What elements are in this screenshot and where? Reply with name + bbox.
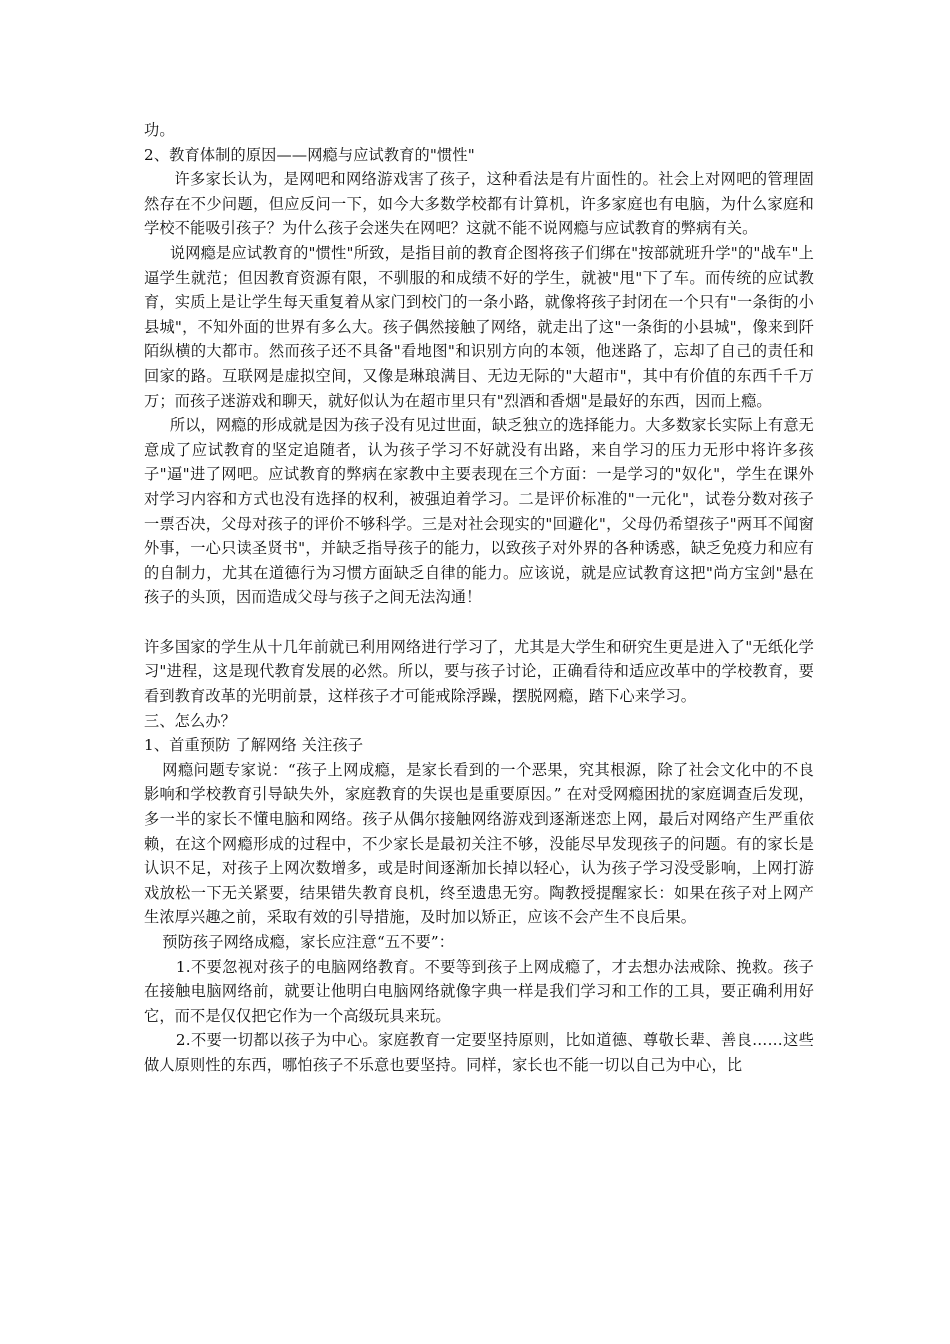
section2-heading: 2、教育体制的原因——网瘾与应试教育的"惯性" <box>144 145 475 164</box>
list-item-1: 1.不要忽视对孩子的电脑网络教育。不要等到孩子上网成瘾了，才去想办法戒除、挽救。孩子在接触电脑网络前，就要让他明白电脑网络就像字典一样是我们学习和工作的工具，要正确利用好它，而不是仅仅把它作为一个高级玩具来玩。 <box>144 957 814 1025</box>
section3-heading: 三、怎么办？ <box>144 711 237 730</box>
paragraph-d: 许多国家的学生从十几年前就已利用网络进行学习了，尤其是大学生和研究生更是进入了"无纸化学习"进程，这是现代教育发展的必然。所以，要与孩子讨论，正确看待和适应改革中的学校教育，要看到教育改革的光明前景，这样孩子才可能戒除浮躁，摆脱网瘾，踏下心来学习。 <box>144 637 814 706</box>
paragraph-e: 网瘾问题专家说：“孩子上网成瘾，是家长看到的一个恶果，究其根源，除了社会文化中的不良影响和学校教育引导缺失外，家庭教育的失误也是重要原因。” 在对受网瘾困扰的家庭调查后发现，多一半的家长不懂电脑和网络。孩子从偶尔接触网络游戏到逐渐迷恋上网，最后对网络产生严重依赖，在这个网瘾形成的过程中，不少家长是最初关注不够，没能尽早发现孩子的问题。有的家长是认识不足，对孩子上网次数增多，或是时间逐渐加长掉以轻心，认为孩子学习没受影响，上网打游戏放松一下无关紧要，结果错失教育良机，终至遗患无穷。陶教授提醒家长：如果在孩子对上网产生浓厚兴趣之前，采取有效的引导措施，及时加以矫正，应该不会产生不良后果。 <box>144 760 814 927</box>
paragraph-c: 所以，网瘾的形成就是因为孩子没有见过世面，缺乏独立的选择能力。大多数家长实际上有意无意成了应试教育的坚定追随者，认为孩子学习不好就没有出路，来自学习的压力无形中将许多孩子"逼"进了网吧。应试教育的弊病在家教中主要表现在三个方面：一是学习的"奴化"，学生在课外对学习内容和方式也没有选择的权利，被强迫着学习。二是评价标准的"一元化"，试卷分数对孩子一票否决，父母对孩子的评价不够科学。三是对社会现实的"回避化"，父母仍希望孩子"两耳不闻窗外事，一心只读圣贤书"，并缺乏指导孩子的能力，以致孩子对外界的各种诱惑，缺乏免疫力和应有的自制力，尤其在道德行为习惯方面缺乏自律的能力。应该说，就是应试教育这把"尚方宝剑"悬在孩子的头顶，因而造成父母与孩子之间无法沟通！ <box>144 416 815 607</box>
list-item-2: 2.不要一切都以孩子为中心。家庭教育一定要坚持原则，比如道德、尊敬长辈、善良……这些做人原则性的东西，哪怕孩子不乐意也要坚持。同样，家长也不能一切以自己为中心，比 <box>144 1031 814 1074</box>
carry-over-text: 功。 <box>144 121 175 139</box>
paragraph-b: 说网瘾是应试教育的"惯性"所致，是指目前的教育企图将孩子们绑在"按部就班升学"的"战车"上逼学生就范；但因教育资源有限，不驯服的和成绩不好的学生，就被"甩"下了车。而传统的应试教育，实质上是让学生每天重复着从家门到校门的一条小路，就像将孩子封闭在一个只有"一条街的小县城"，不知外面的世界有多么大。孩子偶然接触了网络，就走出了这"一条街的小县城"，像来到阡陌纵横的大都市。然而孩子还不具备"看地图"和识别方向的本领，他迷路了，忘却了自己的责任和回家的路。互联网是虚拟空间，又像是琳琅满目、无边无际的"大超市"，其中有价值的东西千千万万；而孩子迷游戏和聊天，就好似认为在超市里只有"烈酒和香烟"是最好的东西，因而上瘾。 <box>144 243 814 410</box>
sub1-heading: 1、首重预防 了解网络 关注孩子 <box>144 736 364 755</box>
document-page <box>144 118 814 1078</box>
paragraph-f: 预防孩子网络成瘾，家长应注意“五不要”： <box>162 933 455 951</box>
paragraph-a: 许多家长认为，是网吧和网络游戏害了孩子，这种看法是有片面性的。社会上对网吧的管理固然存在不少问题，但应反问一下，如今大多数学校都有计算机，许多家庭也有电脑，为什么家庭和学校不能吸引孩子？为什么孩子会迷失在网吧？这就不能不说网瘾与应试教育的弊病有关。 <box>144 170 814 238</box>
